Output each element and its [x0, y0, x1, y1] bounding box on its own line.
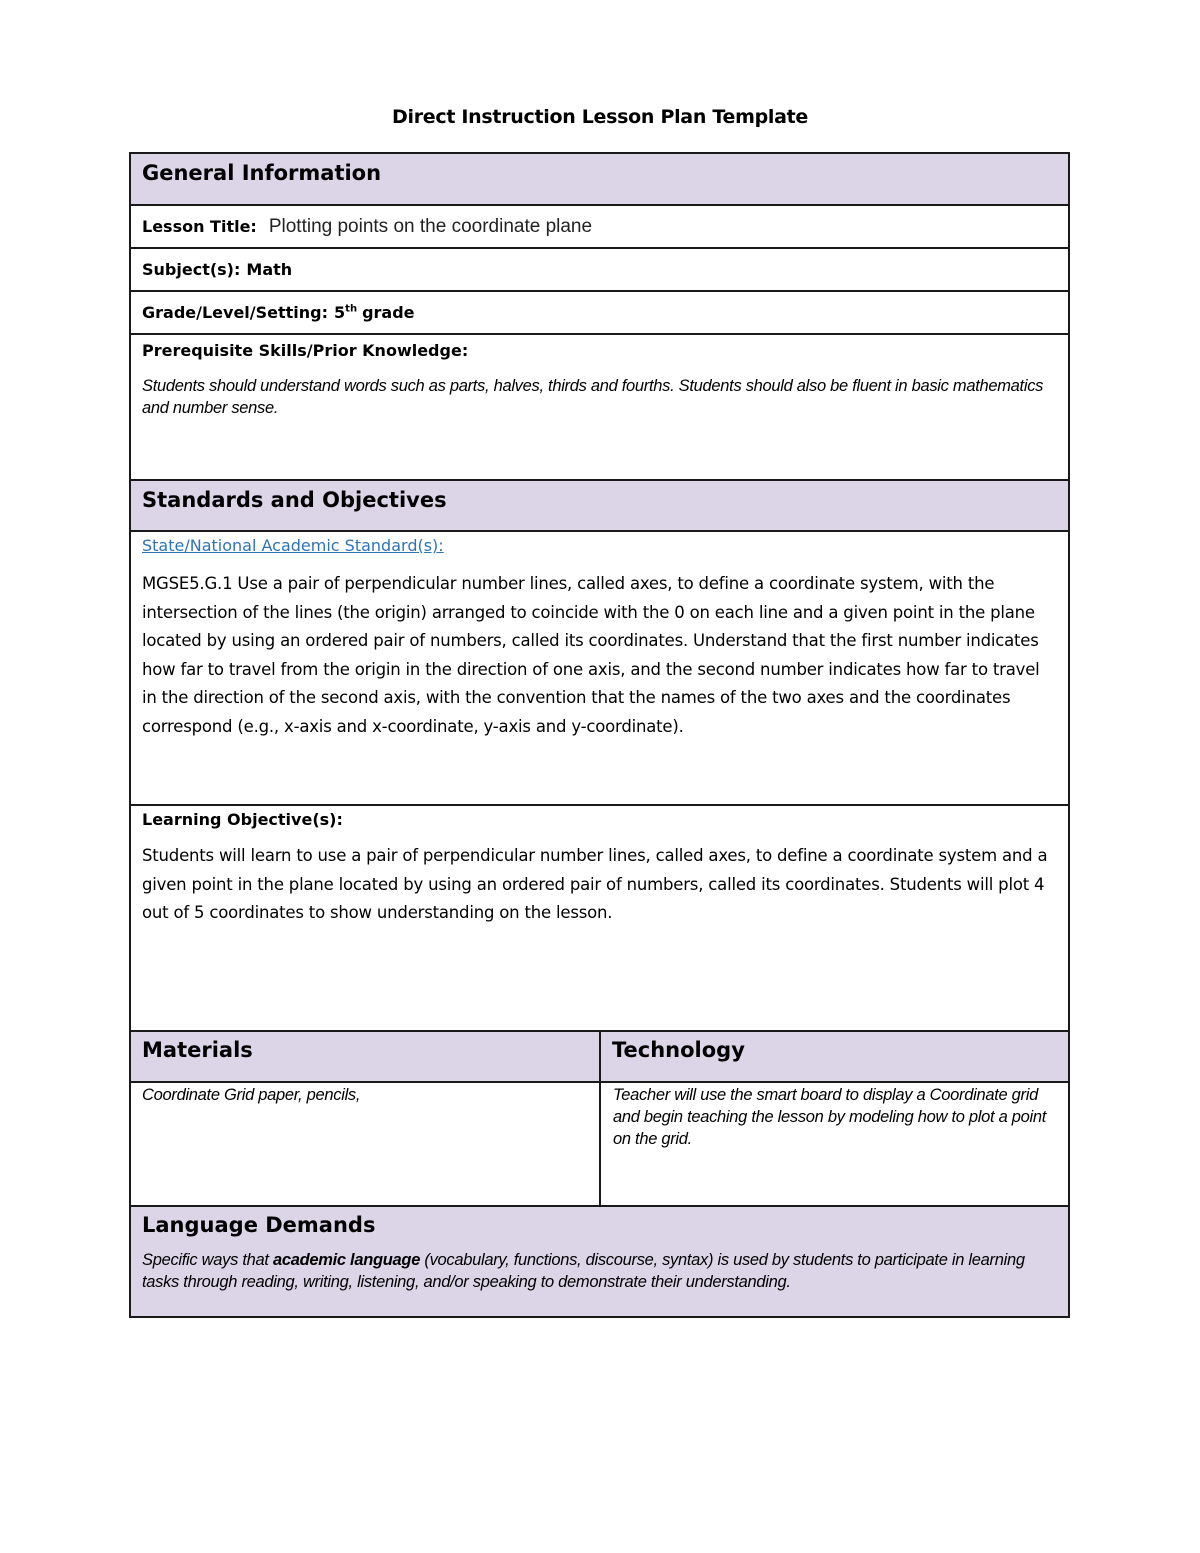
grade-word: grade: [362, 303, 415, 322]
technology-header: [601, 1032, 1068, 1081]
document-title-text: Direct Instruction Lesson Plan Template: [392, 106, 808, 128]
general-information-header: [131, 154, 1068, 206]
standard-text[interactable]: MGSE5.G.1 Use a pair of perpendicular number lines, called axes, to define a coordinate system, with the intersection of the lines (the origin) arranged to coincide with the 0 on each line and a given point in the plane located by using an ordered pair of numbers, called its coordinates. Understand that the first number indicates how far to travel from the origin in the direction of one axis, and the second number indicates how far to travel in the direction of the second axis, with the convention that the names of the two axes and the coordinates correspond (e.g., x-axis and x-coordinate, y-axis and y-coordinate).: [142, 574, 1040, 736]
language-demands-text[interactable]: [142, 1249, 1057, 1293]
technology-heading: Technology: [612, 1038, 745, 1062]
language-text-after: (vocabulary, functions, discourse, syntax) is used by students to participate in learning tasks through reading, writing, listening, and/or speaking to demonstrate their understanding.: [142, 1251, 1025, 1291]
prerequisite-row: [131, 335, 1068, 481]
language-demands-heading: Language Demands: [142, 1213, 376, 1237]
standards-row: [131, 532, 1068, 806]
language-demands-row: [131, 1207, 1068, 1316]
materials-heading: Materials: [142, 1038, 253, 1062]
grade-suffix: th: [345, 303, 358, 315]
language-text-before: Specific ways that: [142, 1251, 273, 1269]
learning-objectives-row: [131, 806, 1068, 1032]
subject-label: Subject(s):: [142, 260, 241, 279]
materials-text[interactable]: Coordinate Grid paper, pencils,: [131, 1083, 601, 1205]
lesson-title-value[interactable]: Plotting points on the coordinate plane: [268, 215, 593, 237]
language-text-bold: academic language: [272, 1251, 421, 1269]
materials-technology-header: [131, 1032, 1068, 1083]
general-information-heading: General Information: [142, 161, 382, 185]
materials-header: [131, 1032, 601, 1081]
learning-objective-label: Learning Objective(s):: [142, 810, 343, 829]
prerequisite-text[interactable]: Students should understand words such as parts, halves, thirds and fourths. Students should also be fluent in basic mathematics and number sense.: [142, 377, 1044, 417]
lesson-title-label: Lesson Title:: [142, 217, 257, 236]
grade-label: Grade/Level/Setting:: [142, 303, 329, 322]
lesson-plan-table: [129, 152, 1070, 1318]
standard-link[interactable]: State/National Academic Standard(s):: [142, 536, 444, 555]
standards-objectives-header: [131, 481, 1068, 532]
lesson-title-row: [131, 206, 1068, 249]
document-title: [0, 106, 1200, 128]
grade-row: [131, 292, 1068, 335]
subject-row: [131, 249, 1068, 292]
grade-number: 5: [334, 303, 346, 322]
prerequisite-label: Prerequisite Skills/Prior Knowledge:: [142, 341, 469, 360]
technology-text[interactable]: Teacher will use the smart board to display a Coordinate grid and begin teaching the lesson by modeling how to plot a point on the grid.: [613, 1086, 1047, 1148]
standards-objectives-heading: Standards and Objectives: [142, 488, 447, 512]
grade-value[interactable]: [334, 303, 415, 322]
subject-value[interactable]: Math: [246, 260, 293, 279]
learning-objective-text[interactable]: Students will learn to use a pair of perpendicular number lines, called axes, to define a coordinate system and a given point in the plane located by using an ordered pair of numbers, called its coordinates. Students will plot 4 out of 5 coordinates to show understanding on the lesson.: [142, 846, 1048, 923]
materials-technology-content: [131, 1083, 1068, 1207]
